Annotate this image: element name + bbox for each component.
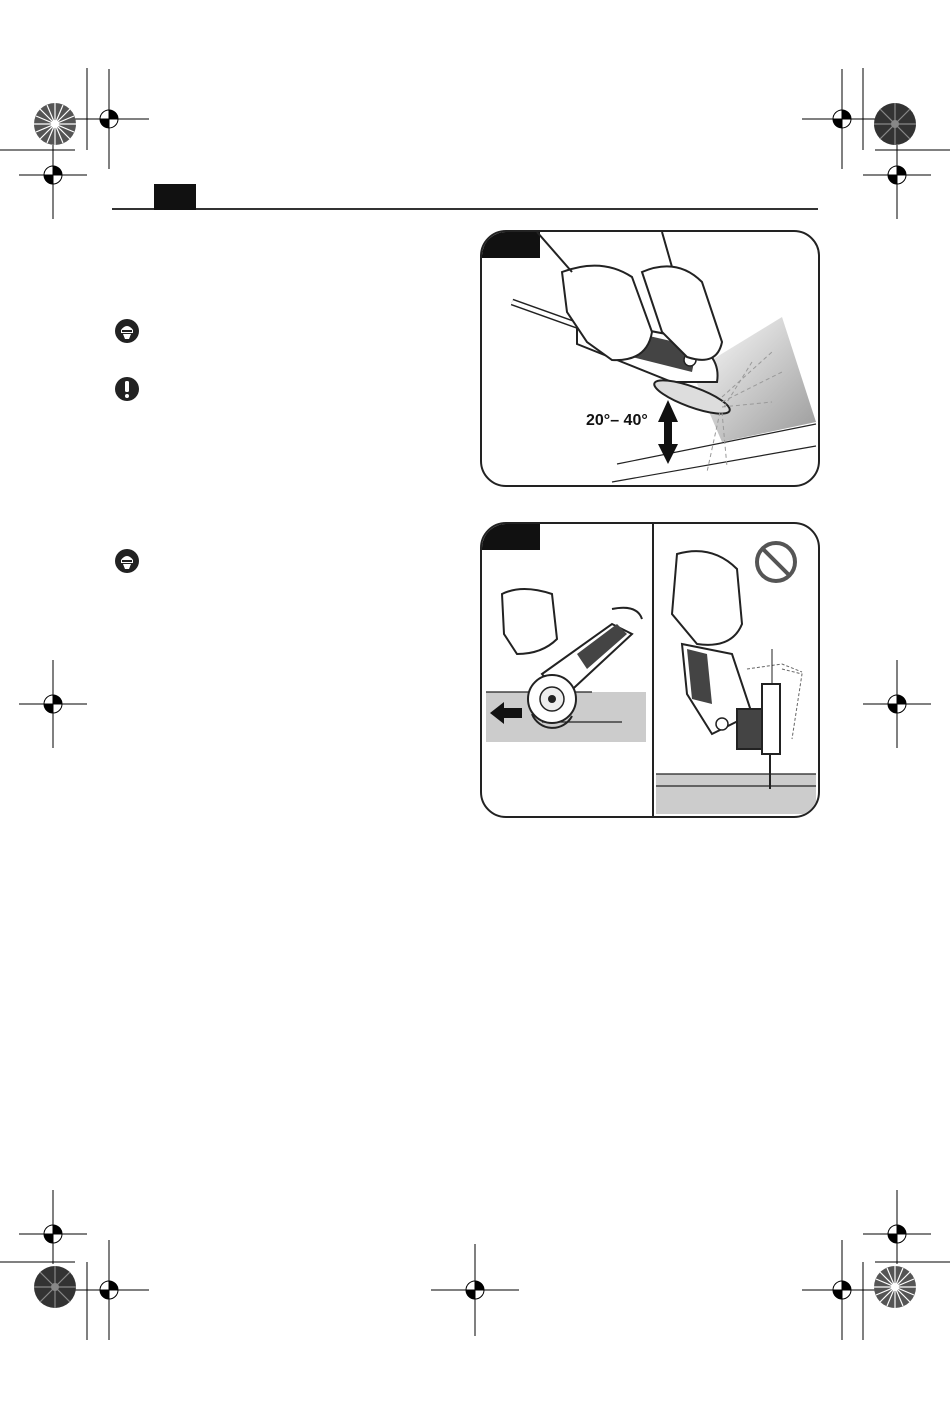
- language-tab: [154, 184, 196, 210]
- grinding-illustration: [482, 232, 818, 485]
- angle-label: 20°– 40°: [586, 412, 648, 429]
- figure-1-grinding-angle: [480, 230, 820, 487]
- no-entry-icon: [754, 540, 798, 584]
- exclamation-icon: [114, 376, 140, 402]
- face-shield-icon: [114, 548, 140, 574]
- face-shield-icon: [114, 318, 140, 344]
- header-rule: [112, 208, 818, 210]
- figure-2-cutting: [480, 522, 820, 818]
